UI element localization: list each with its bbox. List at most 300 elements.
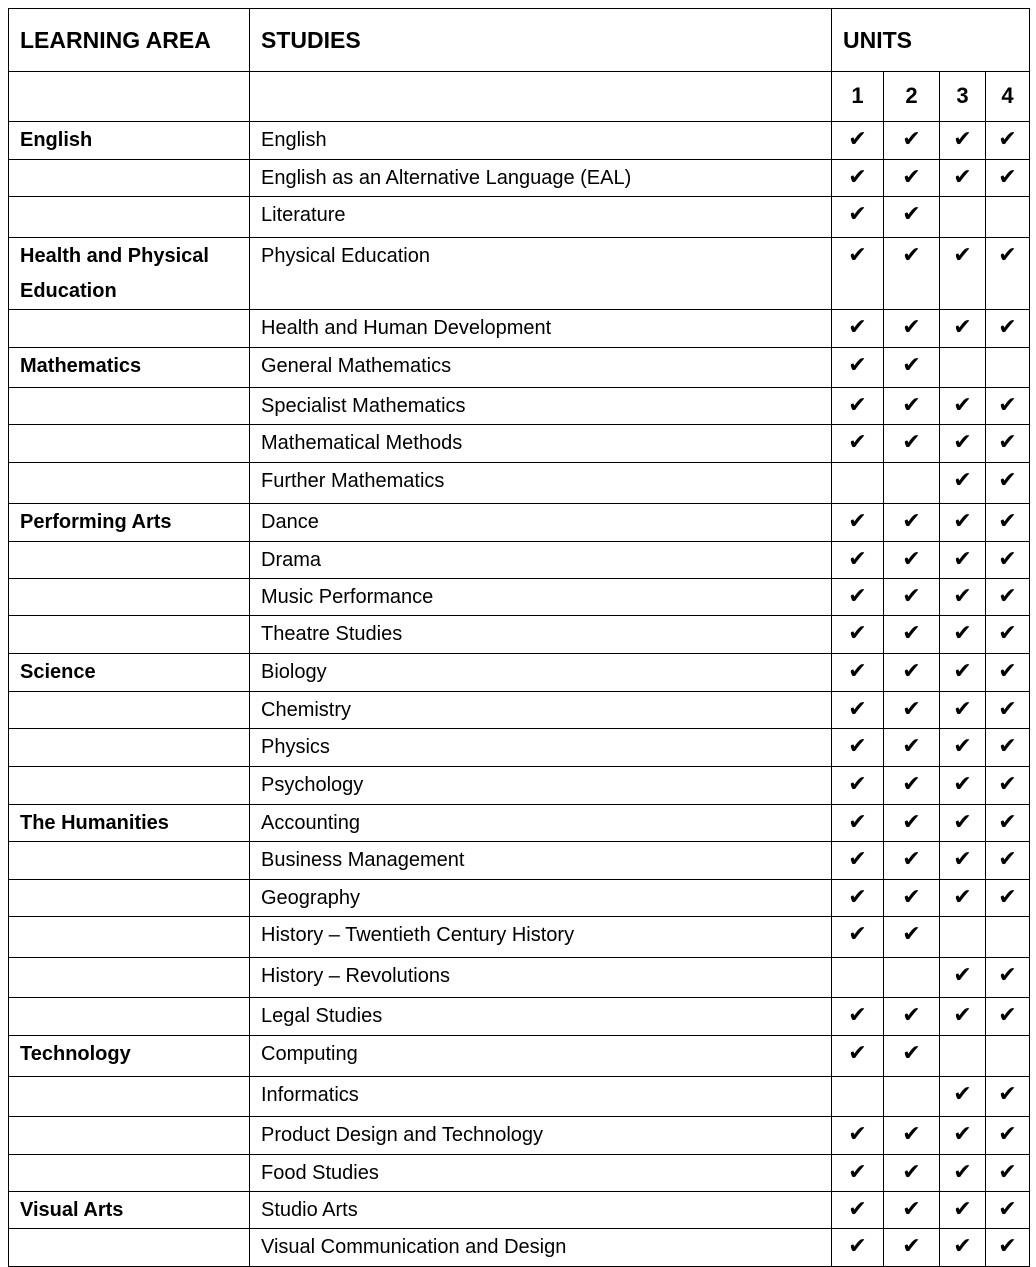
check-icon: ✔	[953, 547, 972, 572]
check-icon: ✔	[998, 315, 1017, 340]
unit-4-cell	[986, 425, 1030, 463]
check-icon: ✔	[848, 393, 867, 418]
learning-area-cell: The Humanities	[9, 805, 250, 842]
check-icon: ✔	[848, 165, 867, 190]
unit-1-cell	[832, 310, 884, 348]
unit-1-cell	[832, 504, 884, 542]
unit-2-cell	[884, 842, 940, 880]
check-icon: ✔	[953, 1197, 972, 1222]
check-icon: ✔	[902, 1234, 921, 1259]
check-icon: ✔	[953, 127, 972, 152]
unit-3-cell	[940, 616, 986, 654]
unit-3-cell	[940, 504, 986, 542]
unit-4-cell	[986, 1229, 1030, 1267]
unit-4-cell	[986, 880, 1030, 917]
check-icon: ✔	[998, 547, 1017, 572]
table-row	[9, 880, 1030, 917]
unit-4-cell	[986, 160, 1030, 197]
check-icon: ✔	[953, 430, 972, 455]
check-icon: ✔	[902, 1160, 921, 1185]
table-row	[9, 160, 1030, 197]
check-icon: ✔	[902, 659, 921, 684]
check-icon: ✔	[953, 509, 972, 534]
unit-2-cell	[884, 160, 940, 197]
check-icon: ✔	[953, 659, 972, 684]
unit-3-cell	[940, 238, 986, 310]
check-icon: ✔	[953, 584, 972, 609]
check-icon: ✔	[902, 315, 921, 340]
table-row	[9, 388, 1030, 425]
unit-2-cell	[884, 958, 940, 998]
learning-area-cell	[9, 917, 250, 958]
check-icon: ✔	[998, 963, 1017, 988]
check-icon: ✔	[848, 659, 867, 684]
study-cell: Health and Human Development	[250, 310, 832, 348]
check-icon: ✔	[998, 1160, 1017, 1185]
table-row	[9, 122, 1030, 160]
check-icon: ✔	[998, 1197, 1017, 1222]
unit-2-cell	[884, 388, 940, 425]
unit-2-cell	[884, 122, 940, 160]
check-icon: ✔	[998, 847, 1017, 872]
study-cell: Mathematical Methods	[250, 425, 832, 463]
study-cell: Psychology	[250, 767, 832, 805]
unit-4-cell	[986, 1192, 1030, 1229]
unit-3-cell	[940, 880, 986, 917]
check-icon: ✔	[902, 547, 921, 572]
unit-4-cell	[986, 463, 1030, 504]
check-icon: ✔	[953, 697, 972, 722]
table-row	[9, 998, 1030, 1036]
unit-2-cell	[884, 1155, 940, 1192]
check-icon: ✔	[953, 1003, 972, 1028]
check-icon: ✔	[998, 393, 1017, 418]
check-icon: ✔	[848, 697, 867, 722]
table-row	[9, 692, 1030, 729]
empty-cell	[9, 72, 250, 122]
unit-3-cell	[940, 160, 986, 197]
learning-area-cell: Performing Arts	[9, 504, 250, 542]
unit-3-cell	[940, 842, 986, 880]
check-icon: ✔	[902, 772, 921, 797]
check-icon: ✔	[953, 468, 972, 493]
learning-area-cell	[9, 1155, 250, 1192]
table-row	[9, 348, 1030, 388]
check-icon: ✔	[953, 243, 972, 268]
check-icon: ✔	[998, 810, 1017, 835]
table-row	[9, 1036, 1030, 1077]
unit-2-header: 2	[884, 72, 940, 122]
unit-1-cell	[832, 238, 884, 310]
unit-1-cell	[832, 542, 884, 579]
study-cell: Computing	[250, 1036, 832, 1077]
check-icon: ✔	[848, 1003, 867, 1028]
learning-area-cell	[9, 310, 250, 348]
check-icon: ✔	[848, 810, 867, 835]
check-icon: ✔	[998, 697, 1017, 722]
unit-1-cell	[832, 842, 884, 880]
study-cell: Business Management	[250, 842, 832, 880]
unit-4-cell	[986, 348, 1030, 388]
unit-3-cell	[940, 729, 986, 767]
check-icon: ✔	[998, 734, 1017, 759]
unit-3-header: 3	[940, 72, 986, 122]
unit-1-cell	[832, 729, 884, 767]
table-row	[9, 310, 1030, 348]
learning-area-cell	[9, 463, 250, 504]
unit-3-cell	[940, 1155, 986, 1192]
unit-1-cell	[832, 348, 884, 388]
unit-1-cell	[832, 616, 884, 654]
unit-3-cell	[940, 1036, 986, 1077]
study-cell: Visual Communication and Design	[250, 1229, 832, 1267]
unit-4-header: 4	[986, 72, 1030, 122]
study-cell: Theatre Studies	[250, 616, 832, 654]
study-cell: Accounting	[250, 805, 832, 842]
unit-1-cell	[832, 425, 884, 463]
unit-4-cell	[986, 958, 1030, 998]
learning-area-cell	[9, 880, 250, 917]
check-icon: ✔	[953, 621, 972, 646]
unit-4-cell	[986, 310, 1030, 348]
unit-2-cell	[884, 616, 940, 654]
learning-area-cell	[9, 767, 250, 805]
unit-1-cell	[832, 579, 884, 616]
learning-area-cell	[9, 1229, 250, 1267]
learning-area-cell: English	[9, 122, 250, 160]
check-icon: ✔	[902, 885, 921, 910]
unit-3-cell	[940, 1077, 986, 1117]
table-row	[9, 504, 1030, 542]
table-row	[9, 917, 1030, 958]
check-icon: ✔	[998, 430, 1017, 455]
unit-3-cell	[940, 197, 986, 238]
check-icon: ✔	[998, 243, 1017, 268]
units-header: UNITS	[832, 9, 1030, 72]
check-icon: ✔	[848, 127, 867, 152]
empty-cell	[250, 72, 832, 122]
unit-2-cell	[884, 238, 940, 310]
table-row	[9, 1229, 1030, 1267]
unit-2-cell	[884, 1036, 940, 1077]
check-icon: ✔	[848, 584, 867, 609]
unit-2-cell	[884, 425, 940, 463]
learning-area-cell	[9, 692, 250, 729]
check-icon: ✔	[998, 1234, 1017, 1259]
unit-4-cell	[986, 1036, 1030, 1077]
learning-area-cell	[9, 1117, 250, 1155]
unit-4-cell	[986, 388, 1030, 425]
unit-3-cell	[940, 579, 986, 616]
unit-2-cell	[884, 579, 940, 616]
unit-4-cell	[986, 1117, 1030, 1155]
study-cell: Physical Education	[250, 238, 832, 310]
unit-4-cell	[986, 1155, 1030, 1192]
check-icon: ✔	[902, 202, 921, 227]
table-row	[9, 1117, 1030, 1155]
unit-3-cell	[940, 542, 986, 579]
unit-1-cell	[832, 880, 884, 917]
unit-3-cell	[940, 463, 986, 504]
study-cell: English as an Alternative Language (EAL)	[250, 160, 832, 197]
unit-3-cell	[940, 654, 986, 692]
check-icon: ✔	[998, 468, 1017, 493]
study-cell: Music Performance	[250, 579, 832, 616]
table-row	[9, 805, 1030, 842]
check-icon: ✔	[848, 1041, 867, 1066]
unit-4-cell	[986, 579, 1030, 616]
check-icon: ✔	[902, 1122, 921, 1147]
study-cell: Food Studies	[250, 1155, 832, 1192]
unit-4-cell	[986, 998, 1030, 1036]
learning-area-cell	[9, 388, 250, 425]
check-icon: ✔	[902, 922, 921, 947]
check-icon: ✔	[902, 621, 921, 646]
unit-2-cell	[884, 1192, 940, 1229]
check-icon: ✔	[953, 734, 972, 759]
header-row	[9, 9, 1030, 72]
unit-1-cell	[832, 998, 884, 1036]
unit-2-cell	[884, 917, 940, 958]
table-row	[9, 842, 1030, 880]
unit-4-cell	[986, 692, 1030, 729]
check-icon: ✔	[953, 963, 972, 988]
table-row	[9, 542, 1030, 579]
check-icon: ✔	[998, 621, 1017, 646]
learning-area-cell: Technology	[9, 1036, 250, 1077]
learning-area-cell	[9, 160, 250, 197]
check-icon: ✔	[848, 243, 867, 268]
check-icon: ✔	[953, 885, 972, 910]
unit-1-cell	[832, 388, 884, 425]
table-row	[9, 1077, 1030, 1117]
unit-2-cell	[884, 463, 940, 504]
check-icon: ✔	[902, 509, 921, 534]
unit-3-cell	[940, 958, 986, 998]
table-row	[9, 767, 1030, 805]
study-cell: Specialist Mathematics	[250, 388, 832, 425]
table-row	[9, 958, 1030, 998]
unit-2-cell	[884, 197, 940, 238]
check-icon: ✔	[902, 847, 921, 872]
unit-1-cell	[832, 1229, 884, 1267]
unit-3-cell	[940, 1192, 986, 1229]
check-icon: ✔	[902, 353, 921, 378]
study-cell: Physics	[250, 729, 832, 767]
unit-1-cell	[832, 1155, 884, 1192]
unit-1-cell	[832, 1077, 884, 1117]
check-icon: ✔	[953, 1122, 972, 1147]
unit-4-cell	[986, 197, 1030, 238]
unit-1-cell	[832, 692, 884, 729]
check-icon: ✔	[902, 165, 921, 190]
check-icon: ✔	[998, 509, 1017, 534]
table-row	[9, 197, 1030, 238]
check-icon: ✔	[902, 1003, 921, 1028]
unit-3-cell	[940, 1117, 986, 1155]
unit-1-cell	[832, 1117, 884, 1155]
check-icon: ✔	[953, 393, 972, 418]
check-icon: ✔	[848, 315, 867, 340]
check-icon: ✔	[902, 1197, 921, 1222]
unit-2-cell	[884, 729, 940, 767]
unit-4-cell	[986, 1077, 1030, 1117]
unit-1-cell	[832, 160, 884, 197]
unit-3-cell	[940, 805, 986, 842]
unit-2-cell	[884, 1077, 940, 1117]
unit-3-cell	[940, 917, 986, 958]
table-row	[9, 238, 1030, 310]
check-icon: ✔	[953, 1234, 972, 1259]
unit-numbers-row	[9, 72, 1030, 122]
study-cell: Further Mathematics	[250, 463, 832, 504]
check-icon: ✔	[953, 810, 972, 835]
check-icon: ✔	[902, 584, 921, 609]
unit-1-cell	[832, 1192, 884, 1229]
learning-area-cell	[9, 425, 250, 463]
unit-1-header: 1	[832, 72, 884, 122]
check-icon: ✔	[848, 1122, 867, 1147]
check-icon: ✔	[848, 621, 867, 646]
unit-2-cell	[884, 1117, 940, 1155]
learning-area-cell	[9, 958, 250, 998]
unit-1-cell	[832, 958, 884, 998]
table-row	[9, 729, 1030, 767]
check-icon: ✔	[998, 659, 1017, 684]
table-row	[9, 654, 1030, 692]
studies-header: STUDIES	[250, 9, 832, 72]
unit-1-cell	[832, 122, 884, 160]
check-icon: ✔	[902, 734, 921, 759]
learning-area-cell	[9, 616, 250, 654]
unit-2-cell	[884, 805, 940, 842]
check-icon: ✔	[848, 202, 867, 227]
check-icon: ✔	[902, 697, 921, 722]
unit-4-cell	[986, 542, 1030, 579]
learning-area-cell	[9, 1077, 250, 1117]
unit-3-cell	[940, 1229, 986, 1267]
unit-1-cell	[832, 463, 884, 504]
check-icon: ✔	[998, 165, 1017, 190]
check-icon: ✔	[902, 430, 921, 455]
table-row	[9, 425, 1030, 463]
check-icon: ✔	[848, 772, 867, 797]
learning-area-cell: Health and Physical Education	[9, 238, 250, 310]
unit-4-cell	[986, 805, 1030, 842]
check-icon: ✔	[953, 847, 972, 872]
unit-3-cell	[940, 692, 986, 729]
unit-4-cell	[986, 917, 1030, 958]
check-icon: ✔	[902, 810, 921, 835]
table-row	[9, 463, 1030, 504]
unit-4-cell	[986, 729, 1030, 767]
learning-area-cell	[9, 542, 250, 579]
unit-2-cell	[884, 348, 940, 388]
check-icon: ✔	[848, 509, 867, 534]
study-cell: History – Twentieth Century History	[250, 917, 832, 958]
check-icon: ✔	[848, 547, 867, 572]
learning-area-header: LEARNING AREA	[9, 9, 250, 72]
learning-area-cell: Mathematics	[9, 348, 250, 388]
check-icon: ✔	[902, 1041, 921, 1066]
unit-1-cell	[832, 767, 884, 805]
study-cell: Legal Studies	[250, 998, 832, 1036]
unit-2-cell	[884, 504, 940, 542]
unit-1-cell	[832, 197, 884, 238]
table-row	[9, 1155, 1030, 1192]
unit-2-cell	[884, 542, 940, 579]
study-cell: Biology	[250, 654, 832, 692]
unit-2-cell	[884, 654, 940, 692]
check-icon: ✔	[998, 1082, 1017, 1107]
study-cell: Literature	[250, 197, 832, 238]
study-cell: Product Design and Technology	[250, 1117, 832, 1155]
unit-1-cell	[832, 654, 884, 692]
check-icon: ✔	[902, 393, 921, 418]
check-icon: ✔	[998, 1122, 1017, 1147]
check-icon: ✔	[848, 430, 867, 455]
unit-3-cell	[940, 122, 986, 160]
study-cell: Informatics	[250, 1077, 832, 1117]
unit-1-cell	[832, 805, 884, 842]
check-icon: ✔	[953, 1160, 972, 1185]
check-icon: ✔	[848, 1160, 867, 1185]
study-cell: Studio Arts	[250, 1192, 832, 1229]
check-icon: ✔	[848, 734, 867, 759]
learning-area-cell: Science	[9, 654, 250, 692]
unit-4-cell	[986, 654, 1030, 692]
unit-2-cell	[884, 310, 940, 348]
study-cell: English	[250, 122, 832, 160]
unit-3-cell	[940, 388, 986, 425]
study-cell: Chemistry	[250, 692, 832, 729]
unit-4-cell	[986, 122, 1030, 160]
studies-units-table	[8, 8, 1030, 1267]
unit-3-cell	[940, 425, 986, 463]
learning-area-cell	[9, 998, 250, 1036]
learning-area-cell	[9, 579, 250, 616]
study-cell: General Mathematics	[250, 348, 832, 388]
unit-3-cell	[940, 998, 986, 1036]
check-icon: ✔	[848, 885, 867, 910]
unit-4-cell	[986, 504, 1030, 542]
unit-3-cell	[940, 767, 986, 805]
unit-2-cell	[884, 767, 940, 805]
check-icon: ✔	[848, 353, 867, 378]
unit-1-cell	[832, 1036, 884, 1077]
check-icon: ✔	[998, 127, 1017, 152]
check-icon: ✔	[902, 127, 921, 152]
check-icon: ✔	[848, 922, 867, 947]
unit-3-cell	[940, 348, 986, 388]
unit-4-cell	[986, 616, 1030, 654]
table-row	[9, 1192, 1030, 1229]
check-icon: ✔	[998, 1003, 1017, 1028]
check-icon: ✔	[848, 847, 867, 872]
check-icon: ✔	[848, 1197, 867, 1222]
study-cell: History – Revolutions	[250, 958, 832, 998]
check-icon: ✔	[998, 584, 1017, 609]
check-icon: ✔	[953, 315, 972, 340]
study-cell: Dance	[250, 504, 832, 542]
unit-2-cell	[884, 880, 940, 917]
unit-2-cell	[884, 1229, 940, 1267]
study-cell: Geography	[250, 880, 832, 917]
learning-area-cell	[9, 197, 250, 238]
document-page	[8, 8, 1030, 1267]
study-cell: Drama	[250, 542, 832, 579]
check-icon: ✔	[953, 1082, 972, 1107]
